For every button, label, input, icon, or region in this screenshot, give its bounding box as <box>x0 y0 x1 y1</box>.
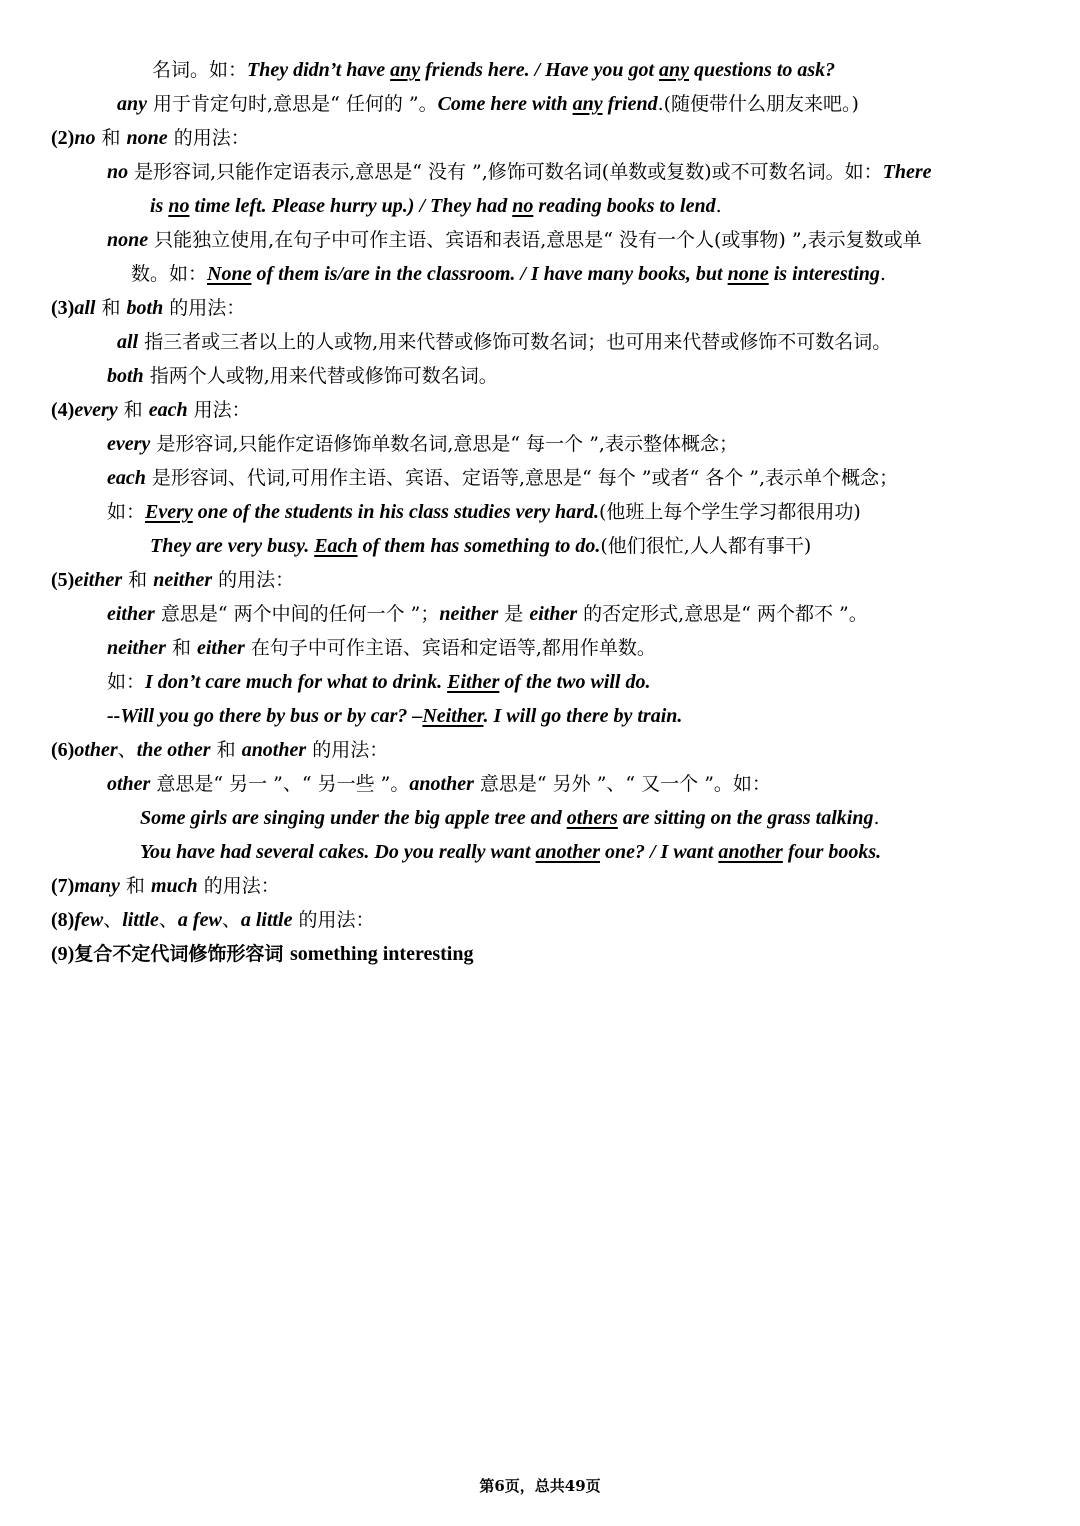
text-segment: Every <box>145 501 193 523</box>
text-line-20 <box>107 701 682 731</box>
text-segment: 和 <box>210 739 242 761</box>
text-segment: none <box>727 263 769 285</box>
text-line-19 <box>107 667 650 697</box>
text-segment: 指三者或三者以上的人或物,用来代替或修饰可数名词；也可用来代替或修饰不可数名词。 <box>138 331 892 353</box>
text-line-22 <box>107 769 771 799</box>
text-segment: time left. Please hurry up.) / They had <box>189 195 513 217</box>
text-line-13 <box>107 463 898 493</box>
text-segment: --Will you go there by bus or by car? – <box>107 705 423 727</box>
text-segment: reading books to lend <box>533 195 716 217</box>
text-segment: There <box>882 161 932 183</box>
text-segment: You have had several cakes. Do you really want <box>140 841 536 863</box>
text-segment: none <box>107 229 149 251</box>
text-segment: 、 <box>158 909 178 931</box>
text-segment: all <box>117 331 139 353</box>
text-segment: 和 <box>95 127 127 149</box>
text-segment: 的用法： <box>212 569 295 591</box>
text-segment: 和 <box>165 637 197 659</box>
text-segment: I don’t care much for what to drink. <box>145 671 448 693</box>
text-segment: Either <box>447 671 500 693</box>
text-segment: every <box>74 399 118 421</box>
text-segment: few <box>74 909 104 931</box>
text-line-21 <box>51 735 388 765</box>
text-segment: 复合不定代词修饰形容词 <box>74 943 290 965</box>
text-segment: of the two will do. <box>499 671 651 693</box>
text-segment: one? / I want <box>600 841 719 863</box>
text-segment: . <box>879 263 886 285</box>
text-segment: are sitting on the grass talking <box>617 807 874 829</box>
text-segment: (6) <box>51 739 75 761</box>
text-segment: a little <box>240 909 293 931</box>
text-line-6 <box>107 225 922 255</box>
text-segment: neither <box>439 603 499 625</box>
text-segment: 指两个人或物,用来代替或修饰可数名词。 <box>143 365 498 387</box>
text-segment: no <box>107 161 129 183</box>
text-segment: of them has something to do. <box>357 535 601 557</box>
text-segment: They are very busy. <box>150 535 315 557</box>
text-segment: . I will go there by train. <box>483 705 683 727</box>
text-segment: 是 <box>498 603 530 625</box>
text-segment: something interesting <box>289 943 474 965</box>
text-segment: 在句子中可作主语、宾语和定语等,都用作单数。 <box>244 637 656 659</box>
text-segment: (他班上每个学生学习都很用功) <box>598 501 861 523</box>
text-segment: none <box>126 127 168 149</box>
text-line-12 <box>107 429 738 459</box>
text-segment: 是形容词,只能作定语修饰单数名词,意思是“ 每一个 ”,表示整体概念； <box>150 433 738 455</box>
text-segment: (他们很忙,人人都有事干) <box>600 535 812 557</box>
text-segment: all <box>74 297 96 319</box>
text-segment: either <box>107 603 155 625</box>
text-line-10 <box>107 361 498 391</box>
text-segment: 意思是“ 两个中间的任何一个 ”； <box>154 603 440 625</box>
text-segment: friend <box>602 93 658 115</box>
text-segment: (2) <box>51 127 75 149</box>
text-segment: Neither <box>422 705 484 727</box>
text-segment: 用于肯定句时,意思是“ 任何的 ”。 <box>147 93 438 115</box>
text-segment: 只能独立使用,在句子中可作主语、宾语和表语,意思是“ 没有一个人(或事物) ”,表示复数或单 <box>148 229 922 251</box>
text-segment: 和 <box>117 399 149 421</box>
text-segment: friends here. / Have you got <box>420 59 660 81</box>
text-segment: 名词。如： <box>152 59 248 81</box>
text-segment: They didn’t have <box>247 59 391 81</box>
text-segment: four books. <box>782 841 882 863</box>
text-line-17 <box>107 599 868 629</box>
text-segment: much <box>150 875 198 897</box>
text-segment: a few <box>177 909 222 931</box>
text-segment: many <box>74 875 120 897</box>
text-segment: neither <box>153 569 213 591</box>
text-segment: both <box>126 297 164 319</box>
text-segment: 的用法： <box>163 297 246 319</box>
text-segment: is interesting <box>768 263 880 285</box>
text-segment: 用法： <box>187 399 251 421</box>
text-segment: 和 <box>119 875 151 897</box>
text-segment: (8) <box>51 909 75 931</box>
text-segment: other <box>74 739 118 761</box>
text-line-26 <box>51 905 375 935</box>
text-line-2 <box>117 89 859 119</box>
text-segment: Come here with <box>437 93 573 115</box>
text-segment: another <box>409 773 474 795</box>
text-segment: 和 <box>95 297 127 319</box>
text-line-27 <box>51 939 473 969</box>
text-segment: 意思是“ 另一 ”、“ 另一些 ”。 <box>150 773 410 795</box>
text-segment: 意思是“ 另外 ”、“ 又一个 ”。如： <box>473 773 771 795</box>
text-line-1 <box>152 55 835 85</box>
text-line-25 <box>51 871 280 901</box>
text-segment: 、 <box>221 909 241 931</box>
text-segment: (3) <box>51 297 75 319</box>
text-line-7 <box>131 259 886 289</box>
text-segment: 的用法： <box>292 909 375 931</box>
text-line-3 <box>51 123 250 153</box>
text-segment: another <box>535 841 600 863</box>
text-segment: one of the students in his class studies very hard. <box>192 501 599 523</box>
text-segment: 的用法： <box>167 127 250 149</box>
text-segment: (5) <box>51 569 75 591</box>
text-segment: questions to ask? <box>689 59 836 81</box>
text-segment: (4) <box>51 399 75 421</box>
text-segment: no <box>74 127 96 149</box>
text-segment: Each <box>314 535 358 557</box>
text-segment: no <box>168 195 190 217</box>
text-segment: other <box>107 773 151 795</box>
text-segment: each <box>148 399 188 421</box>
text-line-9 <box>117 327 891 357</box>
text-segment: others <box>566 807 618 829</box>
text-segment: any <box>390 59 421 81</box>
text-segment: 数。如： <box>131 263 208 285</box>
text-segment: 和 <box>122 569 154 591</box>
text-segment: any <box>117 93 147 115</box>
text-line-8 <box>51 293 245 323</box>
text-segment: both <box>107 365 144 387</box>
text-line-18 <box>107 633 656 663</box>
text-segment: . <box>715 195 722 217</box>
text-line-24 <box>140 837 881 867</box>
text-segment: 的用法： <box>306 739 389 761</box>
text-segment: (7) <box>51 875 75 897</box>
text-segment: is <box>150 195 169 217</box>
text-segment: .(随便带什么朋友来吧。) <box>657 93 859 115</box>
text-segment: 的用法： <box>197 875 280 897</box>
text-segment: (9) <box>51 943 75 965</box>
text-segment: either <box>529 603 578 625</box>
text-segment: of them is/are in the classroom. / I have many books, but <box>251 263 728 285</box>
text-segment: Some girls are singing under the big apple tree and <box>140 807 567 829</box>
text-line-23 <box>140 803 880 833</box>
text-segment: 如： <box>107 671 146 693</box>
text-line-5 <box>150 191 722 221</box>
text-segment: 的否定形式,意思是“ 两个都不 ”。 <box>577 603 868 625</box>
text-segment: 如： <box>107 501 146 523</box>
text-line-15 <box>150 531 811 561</box>
text-line-4 <box>107 157 932 187</box>
text-segment: 是形容词,只能作定语表示,意思是“ 没有 ”,修饰可数名词(单数或复数)或不可数名词。如： <box>128 161 883 183</box>
text-segment: no <box>512 195 534 217</box>
text-segment: 、 <box>117 739 137 761</box>
text-segment: . <box>873 807 880 829</box>
text-segment: any <box>572 93 603 115</box>
text-segment: another <box>718 841 783 863</box>
text-segment: little <box>122 909 159 931</box>
text-segment: None <box>207 263 252 285</box>
text-segment: each <box>107 467 146 489</box>
text-line-14 <box>107 497 861 527</box>
text-segment: either <box>74 569 123 591</box>
text-line-11 <box>51 395 251 425</box>
text-segment: neither <box>107 637 166 659</box>
text-segment: the other <box>136 739 211 761</box>
text-segment: 、 <box>103 909 123 931</box>
page-footer: 第6页，总共49页 <box>479 1477 601 1495</box>
text-segment: either <box>197 637 245 659</box>
text-line-16 <box>51 565 294 595</box>
text-segment: every <box>107 433 151 455</box>
text-segment: another <box>241 739 307 761</box>
text-segment: any <box>659 59 690 81</box>
text-segment: 是形容词、代词,可用作主语、宾语、定语等,意思是“ 每个 ”或者“ 各个 ”,表示单个概念； <box>145 467 899 489</box>
